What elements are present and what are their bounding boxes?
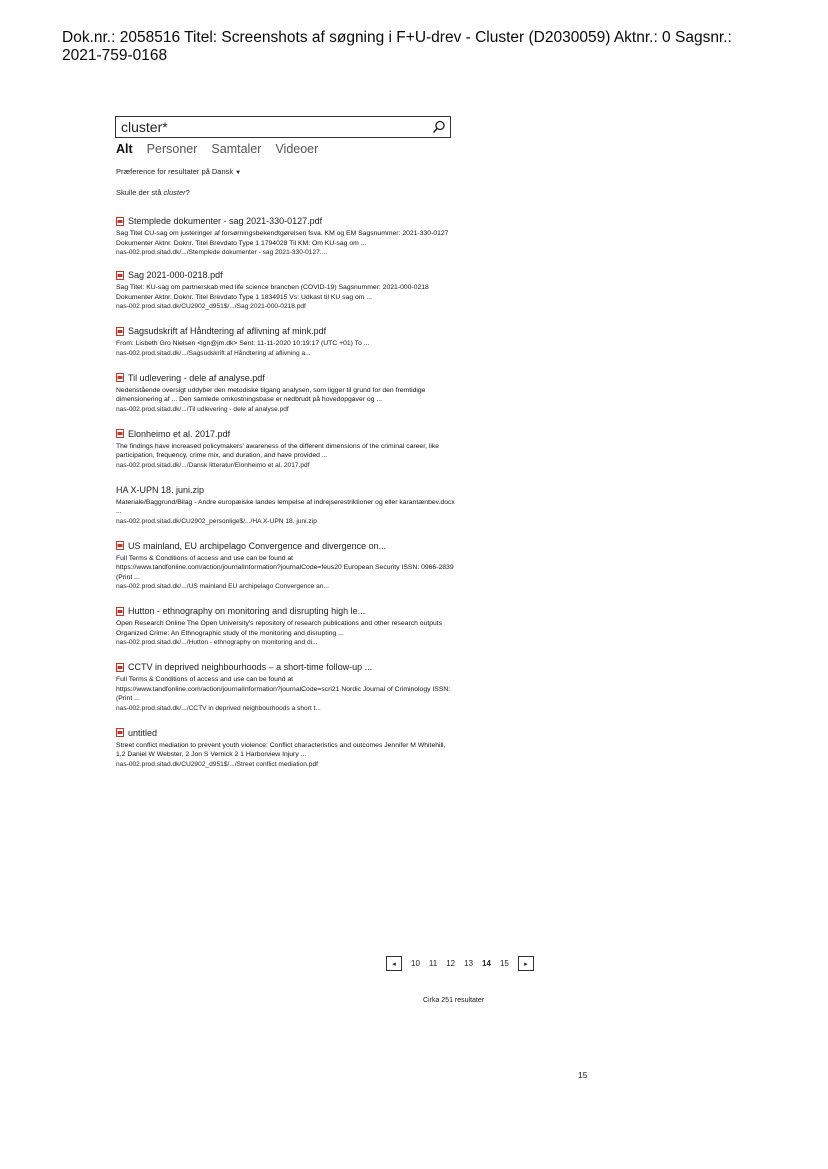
result-path-link[interactable]: nas-002.prod.sitad.dk/CU2902_personlige$/.../HA X-UPN 18. juni.zip [116,517,317,525]
suggestion-prefix: Skulle der stå [116,188,164,197]
result-snippet: Nedenstående oversigt uddyber den metodiske tilgang analysen, som ligger til grund for den fremtidige dimensionering af ... Den samlede omkostningsbase er nedbrudt på hovedopgaver og ... [116,386,426,403]
search-icon [432,120,446,134]
search-tabs [116,142,318,156]
result-snippet: Street conflict mediation to prevent youth violence: Conflict characteristics and outcomes Jennifer M Whitehill, 1,2 Daniel W Webster, 2 Jon S Vernick 2 1 Harborview Injury ... [116,741,446,758]
result-title: Sagsudskrift af Håndtering af aflivning af mink.pdf [128,326,327,336]
pdf-icon [116,541,124,550]
language-preference[interactable] [116,167,241,176]
tab-alt[interactable]: Alt [116,142,133,156]
result-path-link[interactable]: nas-002.prod.sitad.dk/.../US mainland EU archipelago Convergence an... [116,583,329,590]
pagination [386,956,534,971]
result-path-link[interactable]: nas-002.prod.sitad.dk/CU2902_d951$/.../Sag 2021-000-0218.pdf [116,303,306,310]
search-result [116,484,456,526]
result-title-link[interactable] [116,727,456,739]
result-snippet: The findings have increased policymakers' awareness of the different dimensions of the criminal career, like participation, frequency, crime mix, and duration, and have provided ... [116,442,440,459]
search-result [116,727,456,769]
result-title: CCTV in deprived neighbourhoods – a short-time follow-up ... [128,662,373,672]
result-title: Sag 2021-000-0218.pdf [128,270,223,280]
result-title-link[interactable] [116,605,456,617]
result-path-link[interactable]: nas-002.prod.sitad.dk/.../Sagsudskrift af Håndtering af aflivning a... [116,349,311,357]
chevron-down-icon: ▼ [235,170,242,176]
page-link-11[interactable]: 11 [428,959,438,968]
result-title-link[interactable] [116,428,456,440]
result-title-link[interactable] [116,325,456,337]
document-header [62,29,802,65]
result-snippet: Open Research Online The Open University's repository of research publications and other research outputs Organized Crime: An Ethnographic study of the monitoring and disrupting ... [116,620,443,637]
result-path-link[interactable]: nas-002.prod.sitad.dk/.../Dansk litteratur/Elonheimo et al. 2017.pdf [116,461,310,469]
pdf-icon [116,217,124,226]
suggestion-link[interactable]: cluster [163,188,186,197]
document-header-line2: 2021-759-0168 [62,47,168,64]
result-title: US mainland, EU archipelago Convergence and divergence on... [128,540,387,551]
page-link-10[interactable]: 10 [411,959,420,968]
tab-samtaler[interactable]: Samtaler [211,142,262,156]
search-result [116,428,456,470]
page-number: 15 [578,1070,588,1080]
results-list [116,215,456,769]
result-title: untitled [128,727,158,738]
pdf-icon [116,429,124,438]
tab-personer[interactable]: Personer [146,142,198,156]
result-path-link[interactable]: nas-002.prod.sitad.dk/.../Hutton - ethnography on monitoring and di... [116,639,318,646]
next-page-button[interactable] [518,956,534,971]
pdf-icon [116,728,124,737]
result-path-link[interactable]: nas-002.prod.sitad.dk/CU2902_d951$/.../Street conflict mediation.pdf [116,760,318,768]
pdf-icon [116,663,124,672]
result-title-link[interactable] [116,540,456,552]
language-preference-label: Præference for resultater på Dansk [116,167,234,176]
search-result [116,605,456,647]
search-input[interactable] [116,117,428,137]
spelling-suggestion [116,188,190,197]
result-title: Hutton - ethnography on monitoring and disrupting high le... [128,606,366,616]
page-link-13[interactable]: 13 [464,959,474,968]
result-snippet: Full Terms & Conditions of access and use can be found at https://www.tandfonline.com/action/journalInformation?journalCode=feus20 European Security ISSN: 0966-2839 (Print ... [116,554,454,581]
result-snippet: From: Lisbeth Gro Nielsen <lgn@jm.dk> Sent: 11-11-2020 10:19:17 (UTC +01) To ... [116,340,370,347]
search-result [116,325,456,358]
suggestion-suffix: ? [185,188,190,197]
result-title-link[interactable] [116,661,456,673]
result-title: Stemplede dokumenter - sag 2021-330-0127.pdf [128,216,323,226]
search-box [115,116,451,138]
result-snippet: Sag Titel CU-sag om justeringer af forsørningsbekendtgørelsen fsva. KM og EM Sagsnummer: 2021-330-0127 Dokumenter Aktnr. Doknr. Titel Brevdato Type 1 1794028 Til KM: Om KU-sag om ... [116,230,449,247]
result-snippet: Full Terms & Conditions of access and use can be found at https://www.tandfonline.com/action/journalInformation?journalCode=scri21 Nordic Journal of Criminology ISSN: (Print ... [116,676,451,702]
page-link-14[interactable]: 14 [482,959,491,968]
search-result [116,269,456,311]
result-path-link[interactable]: nas-002.prod.sitad.dk/.../Til udlevering - dele af analyse.pdf [116,405,289,413]
pdf-icon [116,271,124,280]
document-header-line1: Dok.nr.: 2058516 Titel: Screenshots af søgning i F+U-drev - Cluster (D2030059) Aktnr.: 0 Sagsnr.: [62,29,732,46]
page-link-12[interactable]: 12 [446,959,456,968]
result-title-link[interactable] [116,372,456,384]
result-title-link[interactable] [116,269,456,281]
tab-videoer[interactable]: Videoer [275,142,319,156]
result-snippet: Materiale/Baggrund/Bilag - Andre europæiske landes lempelse af indrejserestriktioner og eller karantæ​nbev.docx ... [116,498,455,515]
search-result [116,661,456,713]
result-snippet: Sag Titel: KU-sag om partnerskab med life science branchen (COVID-19) Sagsnummer: 2021-000-0218 Dokumenter Aktnr. Doknr. Titel Brevdato Type 1 1834915 Vs: Udkast til KU sag om ... [116,284,429,301]
result-count: Cirka 251 resultater [423,997,485,1004]
search-result [116,540,456,592]
result-path-link[interactable]: nas-002.prod.sitad.dk/.../Stemplede dokumenter - sag 2021-330-0127.... [116,249,328,256]
chevron-left-icon: ◂ [392,960,396,968]
pdf-icon [116,607,124,616]
chevron-right-icon: ▸ [524,960,528,968]
result-path-link[interactable]: nas-002.prod.sitad.dk/.../CCTV in deprived neighbourhoods a short t... [116,704,321,712]
page-link-15[interactable]: 15 [499,959,509,968]
result-title: HA X-UPN 18. juni.zip [116,484,205,495]
search-result [116,372,456,414]
previous-page-button[interactable] [386,956,402,971]
pdf-icon [116,327,124,336]
result-title-link[interactable] [116,215,456,227]
search-button[interactable] [428,117,450,137]
result-title-link[interactable] [116,484,456,496]
pdf-icon [116,373,124,382]
result-title: Til udlevering - dele af analyse.pdf [128,372,265,383]
result-title: Elonheimo et al. 2017.pdf [128,428,231,439]
search-result [116,215,456,257]
